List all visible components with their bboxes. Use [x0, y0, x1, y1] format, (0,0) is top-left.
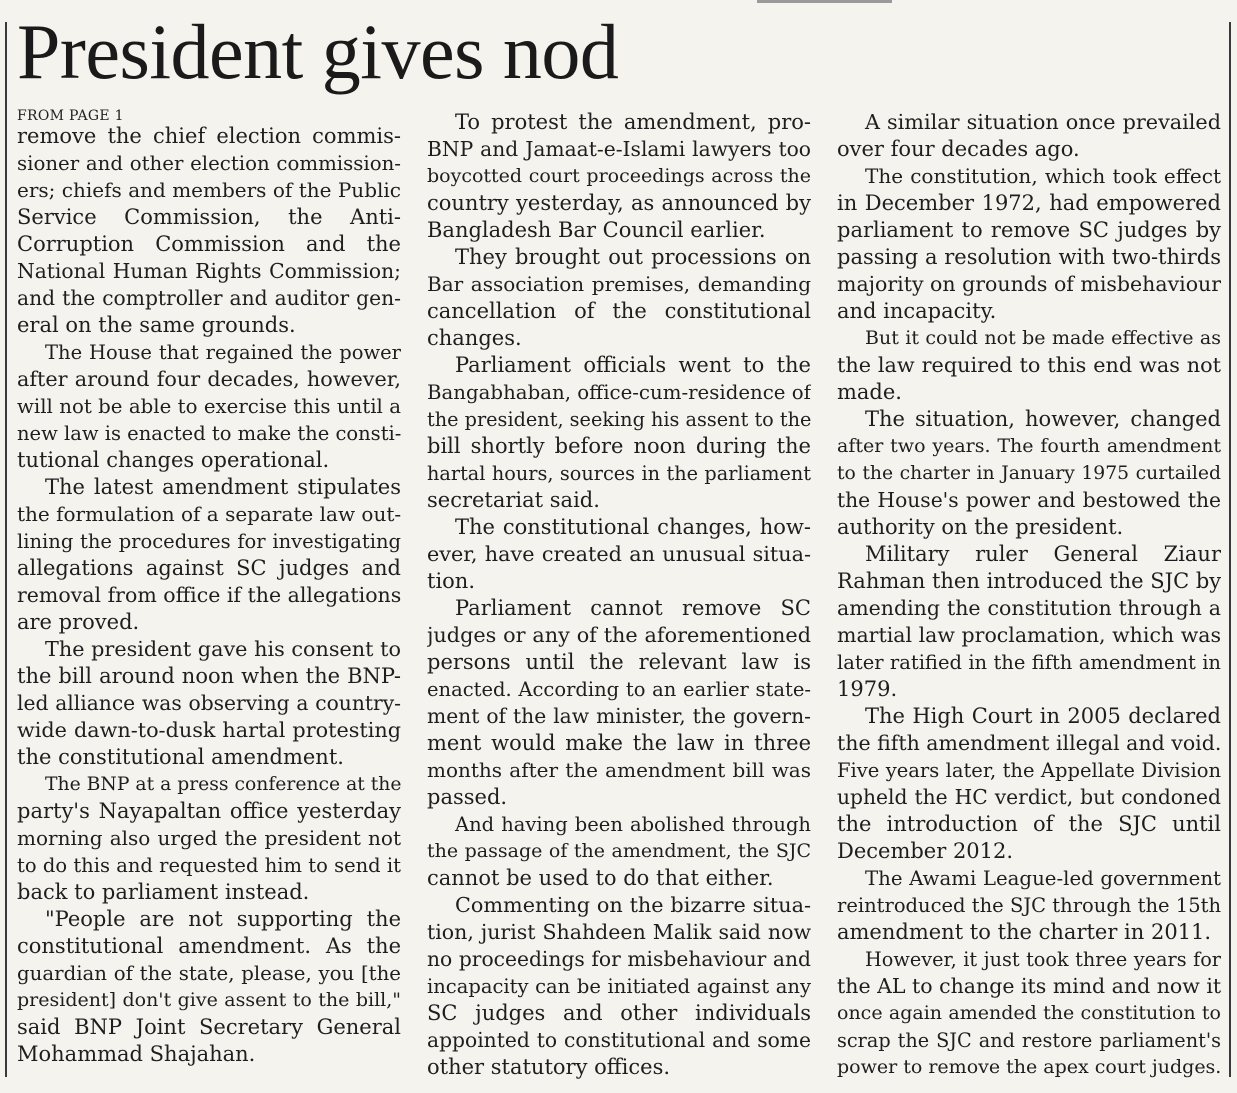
article-text-line: The High Court in 2005 declared: [865, 704, 1221, 728]
article-text-line: other statutory offices.: [427, 1055, 671, 1079]
article-text-line: authority on the president.: [837, 515, 1124, 539]
article-column-1: [17, 109, 401, 1068]
article-text-line: The House that regained the power: [45, 341, 401, 364]
article-text-line: Five years later, the Appellate Division: [837, 759, 1221, 782]
article-text-line: said BNP Joint Secretary General: [17, 1015, 401, 1039]
article-text-line: the law required to this end was not: [837, 353, 1221, 377]
article-text-line: to the charter in January 1975 curtailed: [837, 463, 1221, 484]
article-text-line: The latest amendment stipulates: [45, 475, 401, 499]
article-text-line: boycotted court proceedings across the: [427, 165, 811, 187]
article-text-line: will not be able to exercise this until a: [17, 395, 401, 418]
article-text-line: the fifth amendment illegal and void.: [837, 731, 1221, 755]
article-text-line: back to parliament instead.: [17, 880, 310, 904]
article-text-line: appointed to constitutional and some: [427, 1028, 811, 1052]
headline: President gives nod: [17, 8, 619, 95]
article-text-line: "People are not supporting the: [45, 907, 401, 931]
article-column-2: [427, 109, 811, 1081]
article-text-line: wide dawn-to-dusk hartal protesting: [17, 718, 401, 742]
article-text-line: over four decades ago.: [837, 137, 1080, 161]
article-text-line: ers; chiefs and members of the Public: [17, 178, 401, 202]
article-column-3: [837, 109, 1221, 1081]
article-text-line: Bangladesh Bar Council earlier.: [427, 218, 766, 242]
article-text-line: to do this and requested him to send it: [17, 854, 401, 877]
article-text-line: no proceedings for misbehaviour and: [427, 947, 811, 971]
article-text-line: tion.: [427, 569, 475, 593]
article-text-line: amendment to the charter in 2011.: [837, 920, 1212, 944]
article-text-line: A similar situation once prevailed: [865, 110, 1221, 134]
article-text-line: The Awami League-led government: [865, 867, 1221, 890]
article-text-line: Mohammad Shajahan.: [17, 1042, 256, 1066]
article-text-line: They brought out processions on: [455, 245, 811, 269]
article-text-line: Service Commission, the Anti-: [17, 205, 401, 229]
article-text-line: The situation, however, changed: [865, 407, 1221, 431]
article-text-line: BNP and Jamaat-e-Islami lawyers too: [427, 137, 811, 161]
article-text-line: amending the constitution through a: [837, 596, 1221, 620]
article-text-line: tion, jurist Shahdeen Malik said now: [427, 920, 811, 944]
article-text-line: passed.: [427, 785, 508, 809]
article-text-line: removal from office if the allegations: [17, 583, 401, 607]
article-text-line: and the comptroller and auditor gen-: [17, 286, 401, 310]
article-text-line: And having been abolished through: [455, 813, 811, 836]
article-text-line: ever, have created an unusual situa-: [427, 542, 811, 566]
right-column-rule: [1229, 22, 1231, 1077]
article-text-line: Commenting on the bizarre situa-: [455, 893, 811, 917]
article-text-line: the House's power and bestowed the: [837, 488, 1221, 512]
article-text-line: party's Nayapaltan office yesterday: [17, 799, 401, 823]
article-text-line: allegations against SC judges and: [17, 556, 401, 580]
article-text-line: enacted. According to an earlier state-: [427, 678, 811, 701]
article-text-line: scrap the SJC and restore parliament's: [837, 1029, 1221, 1052]
article-text-line: The constitution, which took effect: [865, 164, 1221, 188]
article-text-line: But it could not be made effective as: [865, 327, 1221, 349]
article-text-line: the bill around noon when the BNP-: [17, 664, 401, 688]
article-text-line: constitutional amendment. As the: [17, 934, 401, 958]
article-text-line: cancellation of the constitutional: [427, 299, 811, 323]
article-text-line: power to remove the apex court judges.: [837, 1056, 1221, 1078]
article-text-line: 1979.: [837, 677, 898, 701]
article-text-line: Bangabhaban, office-cum-residence of: [427, 381, 811, 404]
article-text-line: ment would make the law in three: [427, 731, 811, 755]
article-text-line: Parliament cannot remove SC: [455, 596, 811, 620]
article-text-line: in December 1972, had empowered: [837, 191, 1221, 215]
article-text-line: the president, seeking his assent to the: [427, 408, 811, 431]
article-text-line: the introduction of the SJC until: [837, 812, 1221, 836]
article-text-line: incapacity can be initiated against any: [427, 975, 811, 998]
article-text-line: sioner and other election commission-: [17, 152, 401, 175]
article-text-line: The constitutional changes, how-: [455, 515, 811, 539]
article-text-line: bill shortly before noon during the: [427, 434, 811, 458]
article-text-line: made.: [837, 380, 902, 404]
article-text-line: December 2012.: [837, 839, 1014, 863]
article-text-line: secretariat said.: [427, 488, 600, 512]
article-text-line: lining the procedures for investigating: [17, 530, 401, 553]
article-text-line: the formulation of a separate law out-: [17, 502, 401, 526]
article-text-line: judges or any of the aforementioned: [427, 623, 811, 647]
article-text-line: after two years. The fourth amendment: [837, 435, 1221, 457]
article-text-line: eral on the same grounds.: [17, 313, 296, 337]
article-text-line: Rahman then introduced the SJC by: [837, 569, 1221, 593]
article-text-line: the AL to change its mind and now it: [837, 974, 1221, 998]
article-text-line: later ratified in the fifth amendment in: [837, 651, 1221, 674]
article-text-line: The president gave his consent to: [45, 637, 401, 661]
article-text-line: tutional changes operational.: [17, 448, 330, 472]
article-text-line: Bar association premises, demanding: [427, 272, 811, 296]
article-text-line: are proved.: [17, 610, 140, 634]
article-text-line: Military ruler General Ziaur: [865, 542, 1221, 566]
article-text-line: reintroduced the SJC through the 15th: [837, 894, 1221, 917]
article-text-line: the constitutional amendment.: [17, 745, 344, 769]
article-text-line: SC judges and other individuals: [427, 1001, 811, 1025]
article-text-line: hartal hours, sources in the parliament: [427, 462, 811, 485]
article-text-line: upheld the HC verdict, but condoned: [837, 785, 1221, 809]
article-text-line: However, it just took three years for: [865, 948, 1221, 971]
article-text-line: remove the chief election commis-: [17, 124, 401, 148]
article-text-line: new law is enacted to make the consti-: [17, 422, 401, 445]
article-text-line: passing a resolution with two-thirds: [837, 245, 1221, 269]
article-text-line: To protest the amendment, pro-: [455, 110, 811, 134]
article-text-line: parliament to remove SC judges by: [837, 218, 1221, 242]
article-text-line: country yesterday, as announced by: [427, 191, 811, 215]
article-text-line: ment of the law minister, the govern-: [427, 704, 811, 728]
article-text-line: Parliament officials went to the: [455, 353, 811, 377]
article-text-line: persons until the relevant law is: [427, 650, 811, 674]
left-column-rule: [5, 22, 7, 1077]
top-border-mark: [757, 0, 892, 3]
article-text-line: and incapacity.: [837, 299, 997, 323]
article-text-line: Corruption Commission and the: [17, 232, 401, 256]
article-text-line: cannot be used to do that either.: [427, 866, 774, 890]
article-text-line: led alliance was observing a country-: [17, 691, 401, 715]
article-text-line: guardian of the state, please, you [the: [17, 962, 401, 985]
article-text-line: The BNP at a press conference at the: [45, 774, 401, 795]
article-text-line: morning also urged the president not: [17, 826, 401, 850]
article-text-line: National Human Rights Commission;: [17, 259, 401, 283]
article-text-line: martial law proclamation, which was: [837, 623, 1221, 647]
article-text-line: after around four decades, however,: [17, 367, 401, 391]
article-text-line: president] don't give assent to the bill,": [17, 989, 401, 1011]
article-text-line: once again amended the constitution to: [837, 1002, 1221, 1024]
article-text-line: months after the amendment bill was: [427, 758, 811, 782]
article-text-line: changes.: [427, 326, 522, 350]
article-text-line: majority on grounds of misbehaviour: [837, 272, 1221, 296]
from-page-kicker: FROM PAGE 1: [17, 108, 124, 124]
article-text-line: the passage of the amendment, the SJC: [427, 840, 811, 862]
